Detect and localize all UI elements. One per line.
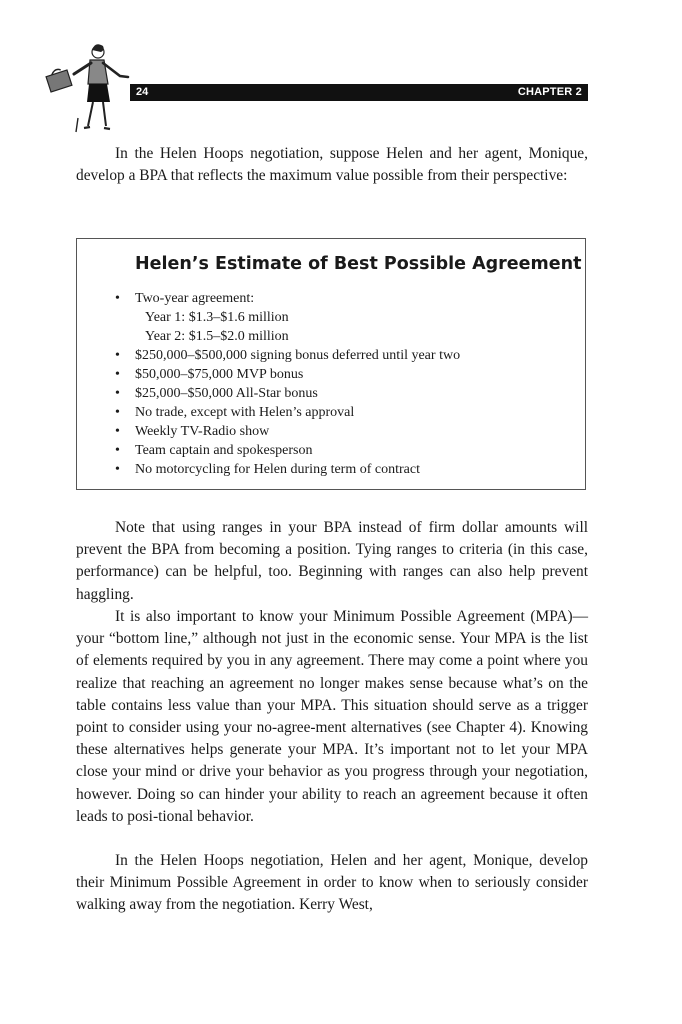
list-item: • $25,000–$50,000 All-Star bonus <box>115 384 575 403</box>
box-title: Helen’s Estimate of Best Possible Agreement <box>135 254 582 274</box>
list-item: • $50,000–$75,000 MVP bonus <box>115 365 575 384</box>
chapter-label: CHAPTER 2 <box>517 86 582 98</box>
body-paragraph: In the Helen Hoops negotiation, Helen and her agent, Monique, develop their Minimum Possible Agreement in order to know when to seriously consider walking away from the negotiation. Kerry West, <box>76 852 588 914</box>
list-subitem: Year 1: $1.3–$1.6 million <box>145 310 289 325</box>
body-paragraph: It is also important to know your Minimum Possible Agreement (MPA)—your “bottom line,” although not just in the economic sense. Your MPA is the list of elements required by you in any agreement. There may come a point where you realize that reaching an agreement no longer makes sense because what’s on the table contains less value than your MPA. This situation should serve as a trigger point to consider using your no-agree-ment alternatives (see Chapter 4). Knowing these alternatives helps generate your MPA. It’s important not to let your MPA close your mind or drive your behavior as you progress through your negotiation, however. Doing so can hinder your ability to reach an agreement because it often leads to posi-tional behavior. <box>76 608 588 825</box>
list-subitem: Year 2: $1.5–$2.0 million <box>145 329 289 344</box>
bpa-box <box>76 238 586 490</box>
list-item: • Weekly TV-Radio show <box>115 422 575 441</box>
running-header <box>130 84 588 101</box>
body-paragraph: Note that using ranges in your BPA instead of firm dollar amounts will prevent the BPA from becoming a position. Tying ranges to criteria (in this case, performance) can be helpful, too. Beginning with ranges can also help prevent haggling. <box>76 519 588 603</box>
bpa-list <box>115 289 575 479</box>
list-item: • No trade, except with Helen’s approval <box>115 403 575 422</box>
list-item: • Two-year agreement: <box>115 289 575 308</box>
intro-paragraph: In the Helen Hoops negotiation, suppose Helen and her agent, Monique, develop a BPA that reflects the maximum value possible from their perspective: <box>76 145 588 185</box>
list-item: • Team captain and spokesperson <box>115 441 575 460</box>
page-number: 24 <box>136 86 149 98</box>
list-item: • No motorcycling for Helen during term of contract <box>115 460 575 479</box>
businesswoman-icon <box>40 40 135 135</box>
list-item: • $250,000–$500,000 signing bonus deferred until year two <box>115 346 575 365</box>
